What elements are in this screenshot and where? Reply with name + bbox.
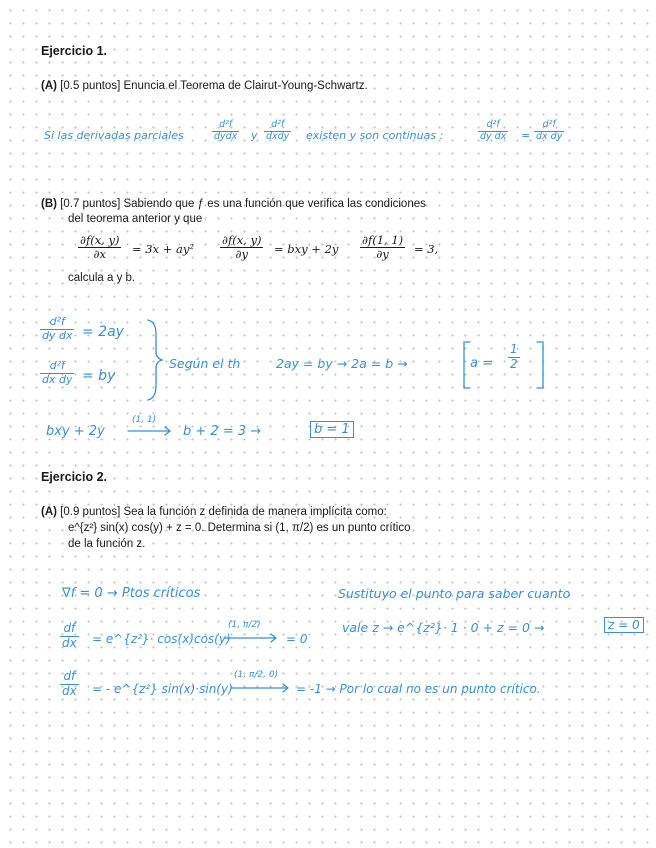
ex1-a-tag: (A) <box>41 80 57 92</box>
ex1-a-answer-text2: existen y son continuas : <box>306 129 444 142</box>
ex1-a-frac4: d²f dx dy <box>536 119 563 142</box>
ex2-dfdy-frac: df dx <box>62 669 77 698</box>
ex2-a-text1: [0.9 puntos] Sea la función z definida de manera implícita como: <box>60 506 387 518</box>
eq1-fraction: ∂f(x, y) ∂x <box>80 233 120 262</box>
ex1-a-frac2: d²f dxdy <box>266 119 290 142</box>
ex2-answer-line1b: Sustituyo el punto para saber cuanto <box>338 586 571 601</box>
ex2-part-a-line3: de la función z. <box>68 538 146 550</box>
ex2-answer-line3: = - e^{z²} sin(x)·sin(y) <box>92 682 233 696</box>
ex2-dfdx-frac: df dx <box>62 621 77 650</box>
arrow-ex2-line3 <box>232 684 288 692</box>
ex1-a-answer-y: y <box>251 129 258 142</box>
ex2-answer-line1: ∇f = 0 → Ptos críticos <box>62 586 201 601</box>
ex1-b-l1-rhs: = 2ay <box>82 324 124 340</box>
eq2-rhs: = bxy + 2y <box>274 242 339 256</box>
ex1-b-relation: 2ay = by → 2a = b → <box>276 356 408 371</box>
ex1-b-frac2: d²f dx dy <box>42 359 73 386</box>
ex1-a-frac3: d²f dy dx <box>480 119 507 142</box>
ex1-part-b-line3: calcula a y b. <box>68 272 136 284</box>
ex2-answer-line2-arrow-label: (1, π/2) <box>228 620 261 630</box>
ex1-b-a-result-lhs: a = <box>470 356 493 371</box>
brace-right <box>148 320 162 400</box>
ex1-b-tag: (B) <box>41 198 57 210</box>
ex1-a-text: [0.5 puntos] Enuncia el Teorema de Clairut-Young-Schwartz. <box>60 80 368 92</box>
ex1-b-l2-rhs: = by <box>82 368 116 384</box>
ex2-a-tag: (A) <box>41 506 57 518</box>
ex1-b-line3: bxy + 2y <box>46 424 105 439</box>
ex1-b-arrow-label: (1, 1) <box>132 415 157 425</box>
eq1-rhs: = 3x + ay² <box>132 242 195 256</box>
ex1-b-text1: [0.7 puntos] Sabiendo que ƒ es una función que verifica las condiciones <box>60 198 426 210</box>
ex1-b-a-result-frac: 1 2 <box>510 342 518 371</box>
ex2-z-result: z = 0 <box>604 617 644 633</box>
eq3-rhs: = 3, <box>414 242 439 256</box>
eq2-fraction: ∂f(x, y) ∂y <box>222 233 262 262</box>
ex2-answer-line2: = e^{z²}· cos(x)cos(y) <box>92 632 231 646</box>
ex1-a-answer-text1: Si las derivadas parciales <box>44 129 184 142</box>
ex2-title: Ejercicio 2. <box>41 470 108 484</box>
bracket-left <box>464 342 470 388</box>
ex2-answer-line2b: vale z → e^{z²}· 1 · 0 + z = 0 → <box>342 620 545 635</box>
ex2-answer-line3-end: = -1 → Por lo cual no es un punto crítico. <box>296 682 541 696</box>
ex1-a-answer-eq: = <box>521 129 531 142</box>
arrow-ex2-line2 <box>224 634 276 642</box>
arrow-1-1 <box>128 427 170 435</box>
ex2-answer-line2-end: = 0 <box>286 632 308 646</box>
ex1-title: Ejercicio 1. <box>41 44 108 58</box>
ex1-b-segun: Según el th <box>169 356 241 371</box>
eq3-fraction: ∂f(1, 1) ∂y <box>362 233 404 262</box>
ex1-b-b-result: b = 1 <box>310 421 354 438</box>
bracket-right <box>537 342 543 388</box>
ex1-b-frac1: d²f dy dx <box>42 315 73 342</box>
ex1-a-frac1: d²f dydx <box>214 119 238 142</box>
ex2-answer-line3-arrow-label: (1, π/2, 0) <box>234 670 279 680</box>
ex1-b-line3b: b + 2 = 3 → <box>183 424 262 439</box>
ex2-part-a-line2: e^{z²} sin(x) cos(y) + z = 0. Determina si (1, π/2) es un punto crítico <box>68 522 411 534</box>
ex1-part-b-line2: del teorema anterior y que <box>68 213 203 225</box>
